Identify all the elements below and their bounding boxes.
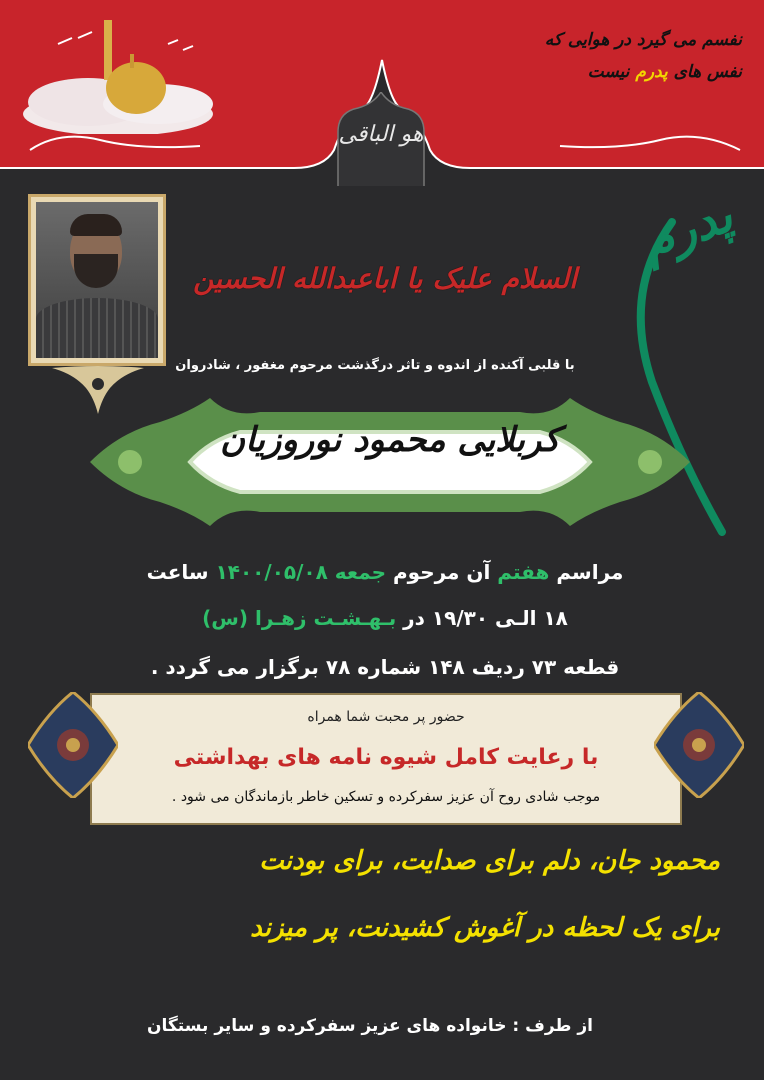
header-poem-line2: [512, 56, 742, 88]
poem-line1: محمود جان، دلم برای صدایت، برای بودنت: [259, 846, 720, 876]
header-poem-line2-prefix: نفس های: [673, 62, 742, 83]
shrine-dome-image: [18, 14, 218, 134]
ceremony-text-1c: آن مرحوم: [393, 560, 491, 584]
ceremony-text-1a: مراسم: [556, 560, 624, 584]
ceremony-line1: [40, 560, 730, 584]
hu-al-baqi-calligraphy: [318, 92, 444, 186]
notice-line3: موجب شادی روح آن عزیز سفرکرده و تسکین خاطر بازماندگان می شود .: [171, 789, 601, 805]
footer-text: از طرف : خانواده های عزیز سفرکرده و سایر بستگان: [147, 1016, 593, 1036]
header-poem-line1: نفسم می گیرد در هوایی که: [544, 30, 742, 50]
salam-calligraphy: السلام علیک یا اباعبدالله الحسین: [193, 262, 577, 295]
ceremony-line2: [40, 606, 730, 630]
portrait-frame: [28, 194, 166, 366]
deceased-name: کربلایی محمود نوروزیان: [220, 420, 560, 460]
header-poem: [512, 24, 742, 89]
ceremony-line3: قطعه ۷۳ ردیف ۱۴۸ شماره ۷۸ برگزار می گردد .: [150, 655, 620, 679]
name-plaque: [90, 392, 690, 532]
notice-line1: حضور پر محبت شما همراه: [307, 709, 465, 725]
notice-line2: با رعایت کامل شیوه نامه های بهداشتی: [173, 745, 599, 770]
ceremony-time: ۱۸ الـی ۱۹/۳۰ در: [403, 606, 568, 630]
poem-line2: برای یک لحظه در آغوش کشیدنت، پر میزند: [250, 913, 720, 943]
header-poem-line2-suffix: نیست: [587, 62, 630, 83]
portrait-photo: [36, 202, 158, 358]
ceremony-location: بـهـشـت زهـرا (س): [202, 606, 397, 630]
pedaram-text: پدرم: [634, 187, 740, 271]
ceremony-text-1e: ساعت: [146, 560, 209, 584]
header-poem-accent: پدرم: [635, 62, 668, 83]
calligraphy-text: هو الباقی: [338, 122, 424, 147]
ceremony-text-1b: هفتم: [497, 560, 550, 584]
ceremony-date: جمعه ۱۴۰۰/۰۵/۰۸: [215, 560, 387, 584]
intro-text: با قلبی آکنده از اندوه و تاثر درگذشت مرحوم مغفور ، شادروان: [175, 358, 575, 373]
